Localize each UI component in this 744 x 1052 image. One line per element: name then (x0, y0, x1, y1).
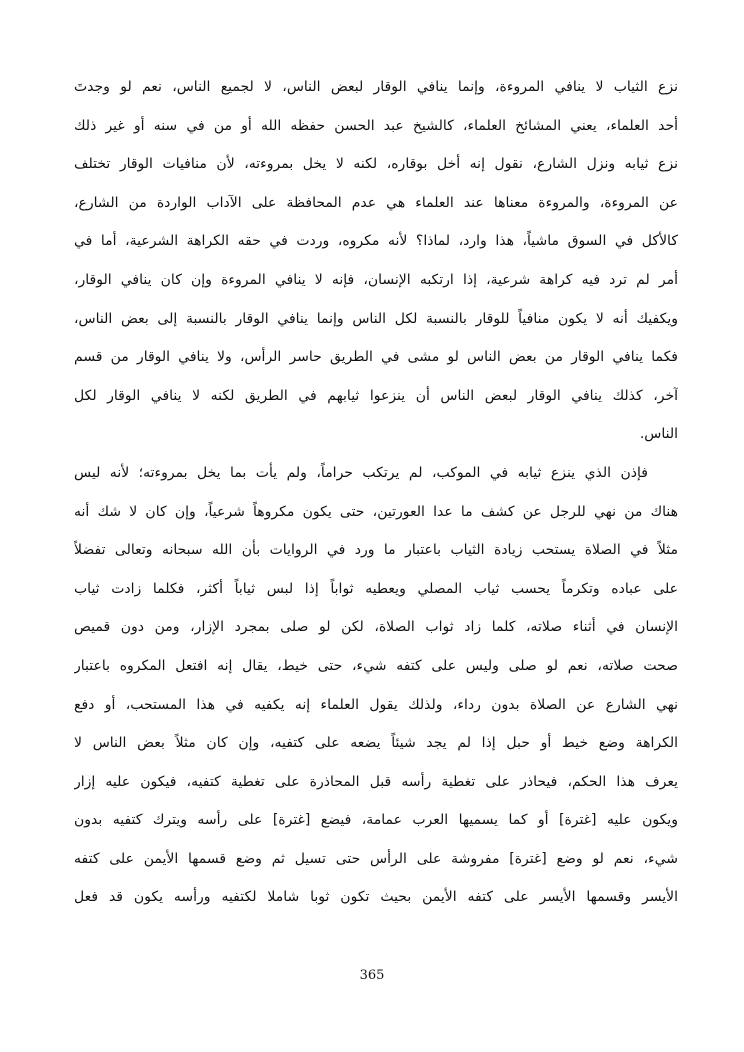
text-line: الأيسر وقسمها الأيسر على كتفه الأيمن بحيث تكون ثوبا شاملا لكتفيه ورأسه يكون قد فعل (74, 889, 678, 906)
text-line: يعرف هذا الحكم، فيحاذر على تغطية رأسه قبل المحاذرة على تغطية كتفيه، فيكون عليه إزار (74, 773, 678, 790)
text-line: فكما ينافي الوقار من بعض الناس لو مشى في الطريق حاسر الرأس، ولا ينافي الوقار من قسم (74, 349, 678, 366)
text-line: على عباده وتكرماً يحسب ثياب المصلي ويعطيه ثواباً إذا لبس ثياباً أكثر، فكلما زادت ثياب (74, 580, 678, 597)
text-line: نزع الثياب لا ينافي المروءة، وإنما ينافي الوقار لبعض الناس، لا لجميع الناس، نعم لو وجدتَ (74, 79, 678, 95)
text-line: نزع ثيابه ونزل الشارع، نقول إنه أخل بوقاره، لكنه لا يخل بمروءته، لأن منافيات الوقار تختلف (74, 156, 678, 173)
body-text (74, 68, 678, 917)
text-line: الإنسان في أثناء صلاته، كلما زاد ثواب الصلاة، لكن لو صلى بمجرد الإزار، ومن دون قميص (74, 619, 678, 636)
text-line: ويكون عليه [غترة] أو كما يسميها العرب عمامة، فيضع [غترة] على رأسه ويترك كتفيه بدون (74, 812, 678, 829)
text-line: صحت صلاته، نعم لو صلى وليس على كتفه شيء، حتى خيط، يقال إنه افتعل المكروه باعتبار (74, 657, 678, 674)
text-line: نهي الشارع عن الصلاة بدون رداء، ولذلك يقول العلماء إنه يكفيه في هذا المستحب، أو دفع (74, 696, 678, 713)
text-line: آخر، كذلك ينافي الوقار لبعض الناس أن ينزعوا ثيابهم في الطريق لكنه لا ينافي الوقار لكل (74, 387, 678, 404)
text-line: شيء، نعم لو وضع [غترة] مفروشة على الرأس حتى تسيل ثم وضع قسمها الأيمن على كتفه (74, 850, 678, 867)
text-line: هناك من نهي للرجل عن كشف ما عدا العورتين، حتى يكون مكروهاً شرعياً، وإن كان لا شك أنه (74, 503, 678, 520)
page-number: 365 (359, 968, 385, 983)
text-line: الناس. (639, 426, 678, 443)
text-line: مثلاً في الصلاة يستحب زيادة الثياب باعتبار ما ورد في الروايات بأن الله سبحانه وتعالى تفضلاً (74, 542, 678, 559)
text-line: كالأكل في السوق ماشياً، هذا وارد، لماذا؟ لأنه مكروه، وردت في حقه الكراهة الشرعية، أما في (74, 233, 678, 250)
text-line: فإذن الذي ينزع ثيابه في الموكب، لم يرتكب حراماً، ولم يأت بما يخل بمروءته؛ لأنه ليس (74, 464, 648, 481)
text-line: عن المروءة، والمروءة معناها عند العلماء هي عدم المحافظة على الآداب الواردة من الشارع، (74, 194, 678, 211)
text-line: الكراهة وضع خيط أو حبل إذا لم يجد شيئاً يضعه على كتفيه، وإن كان مثلاً بعض الناس لا (74, 735, 678, 752)
text-line: أمر لم ترد فيه كراهة شرعية، إذا ارتكبه الإنسان، فإنه لا ينافي المروءة وإن كان ينافي الوقار، (74, 271, 678, 288)
text-line: ويكفيك أنه لا يكون منافياً للوقار بالنسبة لكل الناس وإنما ينافي الوقار بالنسبة إلى بعض الناس، (74, 310, 678, 327)
text-line: أحد العلماء، يعني المشائخ العلماء، كالشيخ عبد الحسن حفظه الله أو من في سنه أو غير ذلك (74, 117, 678, 134)
